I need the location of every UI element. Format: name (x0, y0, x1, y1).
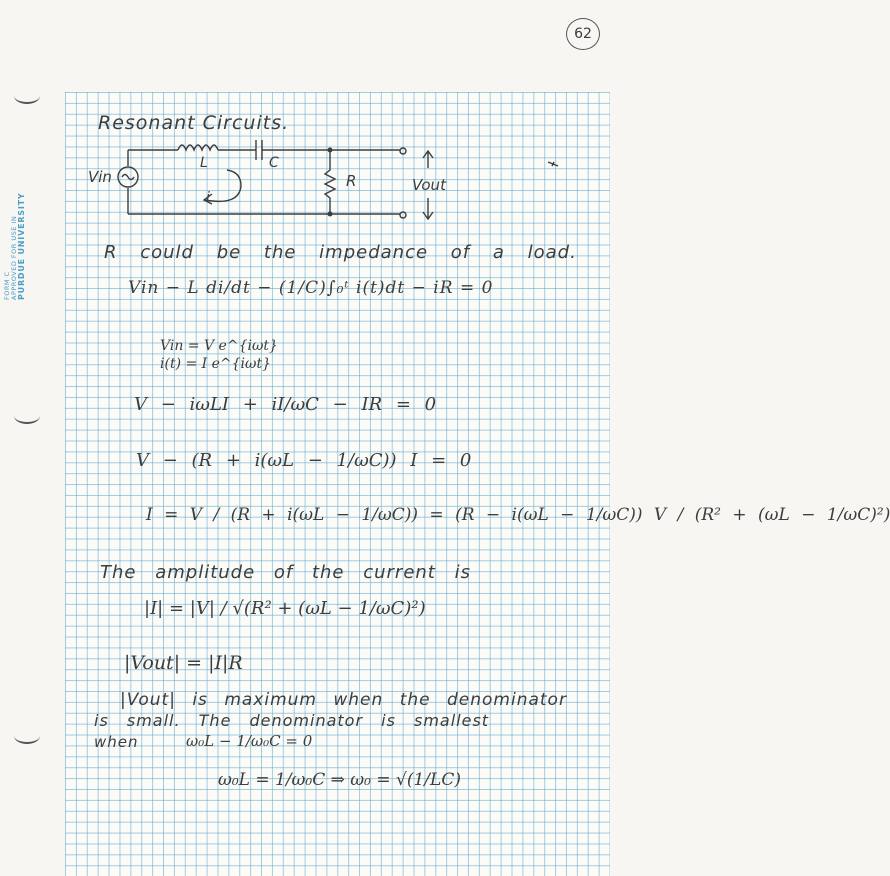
kvl-equation: Vin − L di/dt − (1/C)∫₀ᵗ i(t)dt − iR = 0 (128, 278, 494, 298)
current-label: i (206, 190, 210, 206)
source-label: Vin (88, 168, 112, 186)
text-line-3: |Vout| is maximum when the denominator (120, 690, 567, 710)
page-title: Resonant Circuits. (98, 112, 290, 134)
resistor-symbol (325, 150, 335, 214)
stamp-line-2: APPROVED FOR USE IN (9, 215, 18, 300)
capacitor-label: C (269, 155, 279, 171)
resonance-condition: ω₀L − 1/ω₀C = 0 (186, 732, 313, 750)
inductor-label: L (200, 155, 208, 171)
page-number: 62 (566, 18, 600, 50)
text-line-2: The amplitude of the current is (100, 562, 471, 583)
output-label: Vout (412, 176, 446, 194)
stamp-line-1: FORM C (3, 271, 11, 300)
text-line-4: is small. The denominator is smallest (94, 711, 490, 730)
phasor-equation-1: V − iωLI + iI/ωC − IR = 0 (134, 394, 437, 415)
text-line-1: R could be the impedance of a load. (104, 242, 577, 263)
resonance-frequency: ω₀L = 1/ω₀C ⇒ ω₀ = √(1/LC) (218, 770, 461, 790)
amplitude-equation: |I| = |V| / √(R² + (ωL − 1/ωC)²) (144, 598, 426, 619)
stamp-line-3: PURDUE UNIVERSITY (16, 192, 26, 300)
resistor-label: R (346, 172, 357, 190)
capacitor-symbol (256, 140, 262, 160)
vout-equation: |Vout| = |I|R (124, 652, 243, 674)
current-definition: i(t) = I e^{iωt} (160, 356, 271, 372)
phasor-equation-2: V − (R + i(ωL − 1/ωC)) I = 0 (136, 450, 472, 471)
inductor-symbol (178, 145, 218, 150)
text-line-5: when (94, 733, 139, 751)
vin-definition: Vin = V e^{iωt} (160, 338, 278, 354)
current-solution: I = V / (R + i(ωL − 1/ωC)) = (R − i(ωL − 1/ωC)) V / (R² + (ωL − 1/ωC)²) (146, 505, 890, 525)
